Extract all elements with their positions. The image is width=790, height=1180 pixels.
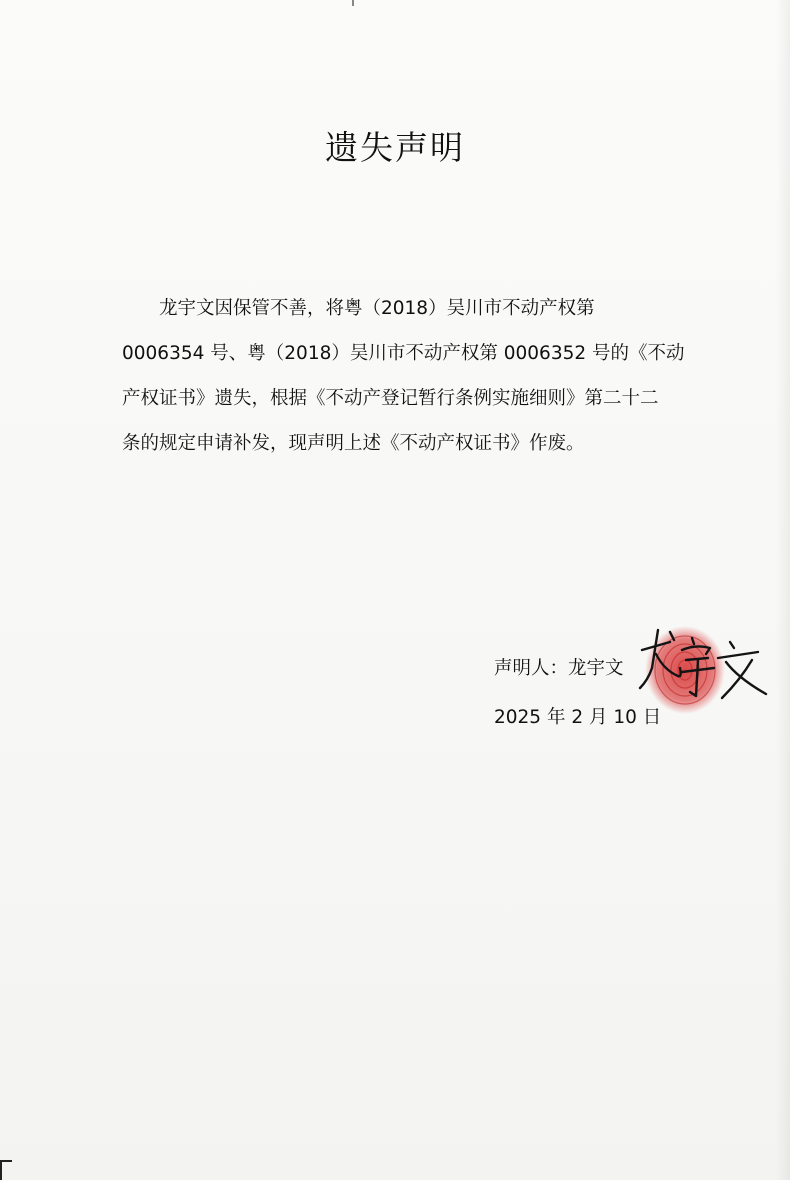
body-line-1: 龙宇文因保管不善，将粤（2018）吴川市不动产权第 xyxy=(159,298,595,319)
top-edge-mark xyxy=(352,0,354,6)
signer-label: 声明人：龙宇文 xyxy=(494,658,624,679)
body-line-3: 产权证书》遗失，根据《不动产登记暂行条例实施细则》第二十二 xyxy=(122,388,659,409)
declaration-body xyxy=(122,286,685,466)
document-title: 遗失声明 xyxy=(325,128,465,167)
body-line-2: 0006354 号、粤（2018）吴川市不动产权第 0006352 号的《不动 xyxy=(122,343,685,364)
page-edge-shadow xyxy=(776,0,790,1180)
corner-crop-mark xyxy=(0,1160,12,1180)
body-line-4: 条的规定申请补发，现声明上述《不动产权证书》作废。 xyxy=(122,433,585,454)
declaration-date: 2025 年 2 月 10 日 xyxy=(494,707,662,728)
